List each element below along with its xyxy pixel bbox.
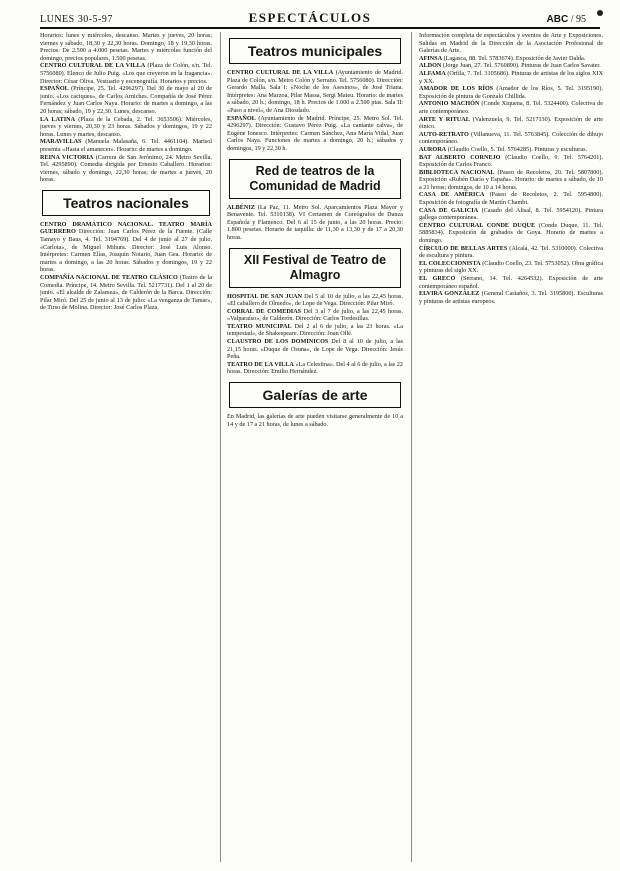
galerias-intro: En Madrid, las galerías de arte pueden visitarse generalmente de 10 a 14 y de 17 a 21 horas, de lunes a sábado. [227, 413, 403, 428]
column-middle [227, 32, 403, 864]
listing-details: Del 2 al 6 de julio, a las 23 horas. «La tempestad», de Shakespeare. Dirección: Joan Ollé. [227, 322, 403, 338]
listing-name: LA LATINA [40, 115, 76, 123]
listing-entry [40, 274, 212, 312]
listing-entry [419, 70, 603, 85]
listing-details: Del 3 al 7 de julio, a las 22,45 horas. «Valparaíso», de Calderón. Dirección: Carlos Tordesillas. [227, 307, 403, 323]
intro-text: Horarios: lunes y miércoles, descanso. Martes y jueves, 20 horas; viernes y sábado, 18,30 y 22,30 horas. Domingo, 18 y 19,30 horas. Precios: De 2.500 a 4.000 pesetas. Martes y miércoles función del domingo, precios populares, 1.500 pesetas. [40, 32, 212, 62]
listing-details: (Paseo de Recoletos, 20. Tel. 5807800). Exposición «Rubén Darío y España». Horario: de martes a sábado, de 10 a 21 horas; domingos, de 10 a 14 horas. [419, 168, 603, 191]
listing-entry [419, 222, 603, 245]
listing-entry [40, 62, 212, 85]
listing-details: Dirección: Juan Carlos Pérez de la Fuente. (Calle Tamayo y Baus, 4. Tel. 3194769). Del 4 de junio al 27 de julio. «Carlota», de Miguel Mihura. Director: José Luis Alonso. Intérpretes: Carmen Elías, Joaquín Notario, Juan Gea. Horario: de martes a domingo, a las 20 horas. Sábados y domingos, 19 y 22 horas. [40, 228, 212, 274]
listing-entry [227, 338, 403, 361]
listing-details: (Ayuntamiento de Madrid. Príncipe, 25. Metro Sol. Tel. 4296297). Dirección: Gustavo Pérez Puig. «La cantante calva», de Eugène Ionesco. Intérpretes: Carmen Sánchez, Ana María Vidal, Juan Carlos Naya. Funciones de martes a domingo, 20 h.; sábados y domingos, 19 y 22,30 h. [227, 114, 403, 152]
section-box-teatros-nacionales: Teatros nacionales [42, 190, 210, 216]
listing-entry [227, 69, 403, 115]
listing-details: (Plaza de la Cebada, 2. Tel. 3653506). Miércoles, jueves y viernes, 20,30 y 23 horas. Sábados y domingos, 19 y 22 horas. Lunes y martes, descanso. [40, 115, 212, 138]
listing-name: AUTO-RETRATO [419, 130, 469, 138]
listing-details: (Conde Xiquena, 8. Tel. 5324400). Colectiva de arte contemporáneo. [419, 100, 603, 115]
listing-entry [419, 260, 603, 275]
page-header [0, 0, 620, 30]
listing-name: AFINSA [419, 54, 443, 62]
listing-entry [40, 116, 212, 139]
listing-name: CORRAL DE COMEDIAS [227, 307, 302, 315]
listing-name: CENTRO CULTURAL DE LA VILLA [40, 62, 146, 70]
listing-name: CÍRCULO DE BELLAS ARTES [419, 244, 508, 252]
listing-name: TEATRO MUNICIPAL [227, 322, 292, 330]
listing-name: EL GRECO [419, 275, 456, 282]
listing-name: ESPAÑOL [227, 114, 256, 122]
listing-details: (Alcalá, 42. Tel. 5310000). Colectiva de escultura y pintura. [419, 244, 603, 260]
listing-name: ARTE Y RITUAL [419, 115, 470, 123]
listing-details: (Conde Duque, 11. Tel. 5885834). Exposición de grabados de Goya. Horario de martes a domingo. [419, 221, 603, 245]
listing-details: (Claudio Coello, 5. Tel. 5764285). Pinturas y esculturas. [447, 145, 588, 153]
listing-entry [419, 62, 603, 70]
listing-entry [419, 290, 603, 305]
page-number: ABC / 95 [546, 14, 586, 25]
section-box-red-teatros: Red de teatros de la Comunidad de Madrid [229, 159, 401, 199]
column-left [40, 32, 212, 864]
column-right [419, 32, 603, 864]
listing-entry [419, 85, 603, 100]
listing-entry [419, 146, 603, 154]
listing-entry [227, 204, 403, 242]
listing-name: MARAVILLAS [40, 138, 82, 146]
listing-name: ALDON [419, 62, 442, 70]
listing-name: HOSPITAL DE SAN JUAN [227, 292, 302, 300]
listing-entry [227, 323, 403, 338]
listing-details: Del 5 al 10 de julio, a las 22,45 horas. «El caballero de Olmedo», de Lope de Vega. Dirección: Pilar Miró. [227, 292, 403, 308]
listing-details: (Orfila, 7. Tel. 3105686). Pinturas de artistas de los siglos XIX y XX. [419, 69, 603, 85]
listing-details: (Valenzuela, 9. Tel. 5217130). Exposición de arte étnico. [419, 115, 603, 131]
listing-details: (Manuela Malasaña, 6. Tel. 4461104). Marisol presenta «Hasta el amanecer». Horario: de martes a domingo. [40, 138, 212, 153]
listing-name: BIBLIOTECA NACIONAL [419, 168, 495, 176]
listing-entry [40, 221, 212, 274]
listing-name: AMADOR DE LOS RÍOS [419, 85, 494, 93]
listing-details: (Jorge Juan, 27. Tel. 5760890). Pinturas de Juan Carlos Savater. [442, 62, 601, 70]
listing-name: CASA DE GALICIA [419, 206, 479, 214]
listing-details: (Teatro de la Comedia. Príncipe, 14. Metro Sevilla. Tel. 5217731). Del 1 al 20 de junio. «El alcalde de Zalamea», de Calderón de la Barca. Dirección: Pilar Miró. Del 25 de junio al 13 de julio: «La venganza de Tamar», de Tirso de Molina. Director: José Carlos Plaza. [40, 274, 212, 312]
listing-entry [227, 308, 403, 323]
listing-entry [419, 100, 603, 115]
listing-details: (Lagasca, 88. Tel. 5783674). Exposición de Javier Dalda. [443, 54, 586, 62]
listing-details: (Príncipe, 25. Tel. 4296297). Del 30 de mayo al 20 de junio. «Los caciques», de Carlos Arniches. Compañía de José Pérez Fernández y Juan Carlos Naya. Horario: de martes a domingo, a las 20 horas; sábado, 19 y 22,30. Lunes, descanso. [40, 85, 212, 115]
listing-entry [40, 85, 212, 115]
listing-name: BAT ALBERTO CORNEJO [419, 153, 501, 161]
listing-entry [419, 275, 603, 290]
section-box-galerias: Galerías de arte [229, 382, 401, 408]
listing-entry [419, 131, 603, 146]
listing-name: TEATRO DE LA VILLA [227, 360, 294, 368]
listing-name: CENTRO DRAMÁTICO NACIONAL. TEATRO MARÍA GUERRERO [40, 220, 212, 236]
listing-details: (Serrano, 14. Tel. 4264532). Exposición de arte contemporáneo español. [419, 275, 603, 290]
listing-entry [419, 207, 603, 222]
listing-name: CENTRO CULTURAL DE LA VILLA [227, 69, 334, 76]
header-rule [40, 27, 600, 29]
page-date: LUNES 30-5-97 [40, 14, 113, 25]
listing-entry [40, 138, 212, 153]
listing-name: ANTONIO MACHÓN [419, 100, 480, 108]
listing-name: ALFAMA [419, 69, 446, 77]
listing-entry [419, 191, 603, 206]
listing-entry [419, 55, 603, 63]
listing-details: (Paseo de Recoletos, 2. Tel. 5954800). Exposición de fotografía de Martín Chambi. [419, 191, 603, 207]
listing-details: (Villanueva, 11. Tel. 5763845). Colección de dibujo contemporáneo. [419, 130, 603, 146]
ink-spot [597, 10, 603, 16]
listing-name: CLAUSTRO DE LOS DOMINICOS [227, 338, 329, 346]
listing-name: EL COLECCIONISTA [419, 259, 481, 267]
listing-name: AURORA [419, 145, 447, 153]
listing-entry [227, 293, 403, 308]
listing-details: (Claudio Coello, 23. Tel. 5753052). Obra gráfica y pinturas del siglo XX. [419, 259, 603, 275]
listing-entry [419, 245, 603, 260]
listing-details: Del 8 al 10 de julio, a las 21,15 horas. «Duque de Osuna», de Lope de Vega. Dirección: Jesús Peña. [227, 338, 403, 361]
section-box-teatros-municipales: Teatros municipales [229, 38, 401, 64]
listing-name: ESPAÑOL [40, 85, 69, 93]
column-divider [220, 32, 221, 862]
listing-name: REINA VICTORIA [40, 153, 94, 161]
listing-details: (Amador de los Ríos, 5. Tel. 3195190). Exposición de pintura de Gonzalo Chillida. [419, 85, 603, 100]
listing-entry [419, 169, 603, 192]
publication-name: ABC [546, 14, 569, 25]
listing-name: COMPAÑÍA NACIONAL DE TEATRO CLÁSICO [40, 274, 178, 282]
listing-details: (Ayuntamiento de Madrid. Plaza de Colón, s/n. Metro Colón y Serrano. Tel. 5756080). Dirección: Gerardo Malla. Sala I: «Noche de los Asesinos», de José Triana. Intérpretes: Ana Marzoa, Pilar Massa, Sergi Mateu. Horario: de martes a sábado, 20 h.; domingo, 18 h. Precios de 1.000 a 2.500 ptas. Sala II: «Paso a nivel», de Ana Diosdado. [227, 69, 403, 114]
listing-name: CASA DE AMÉRICA [419, 191, 485, 199]
listing-details: (Plaza de Colón, s/n. Tel. 5756080). Elenco de Julio Puig. «Los que creyeron en la fragancia». Director: César Oliva. Vestuario y escenografía. Horarios y precios. [40, 62, 212, 85]
page-num: 95 [576, 14, 586, 25]
listing-entry [40, 154, 212, 184]
listing-entry [419, 154, 603, 169]
listing-details: (Carrera de San Jerónimo, 24. Metro Sevilla. Tel. 4295890). Comedia dirigida por Ernesto Caballero. Horarios: viernes, sábado y domingo, 22,30 horas; de martes a jueves, 20 horas. [40, 153, 212, 184]
listing-name: CENTRO CULTURAL CONDE DUQUE [419, 221, 536, 229]
section-box-festival-almagro: XII Festival de Teatro de Almagro [229, 248, 401, 288]
listing-details: (General Castaños, 3. Tel. 3195800). Esculturas y pinturas de artistas europeos. [419, 290, 603, 305]
listing-details: (Claudio Coello, 9. Tel. 5764201). Exposición de Carlos Franco. [419, 153, 603, 169]
listing-entry [419, 116, 603, 131]
listing-name: ALBÉNIZ [227, 203, 255, 211]
listing-entry [227, 361, 403, 376]
listing-details: «La Celestina». Del 4 al 6 de julio, a las 22 horas. Dirección: Emilio Hernández. [227, 360, 403, 376]
listing-entry [227, 115, 403, 153]
section-title: ESPECTÁCULOS [248, 10, 372, 25]
listing-details: (La Paz, 11. Metro Sol. Aparcamientos Plaza Mayor y Benavente. Tel. 5310138). VI Certamen de Coreógrafos de Danza Española y Flamenco. Del 6 al 15 de junio, a las 20 horas. Precio: 1.800 pesetas. Horario de taquilla: de 11,30 a 13,30 y de 17 a 20,30 horas. [227, 203, 403, 241]
listing-name: ELVIRA GONZÁLEZ [419, 290, 480, 298]
galerias-note: Información completa de espectáculos y eventos de Arte y Exposiciones. Salidas en Madrid de la Dirección de la Asociación Profesional de Galerías de Arte. [419, 32, 603, 55]
listing-details: (Casado del Alisal, 8. Tel. 5954120). Pintura gallega contemporánea. [419, 206, 603, 222]
column-divider [411, 32, 412, 862]
